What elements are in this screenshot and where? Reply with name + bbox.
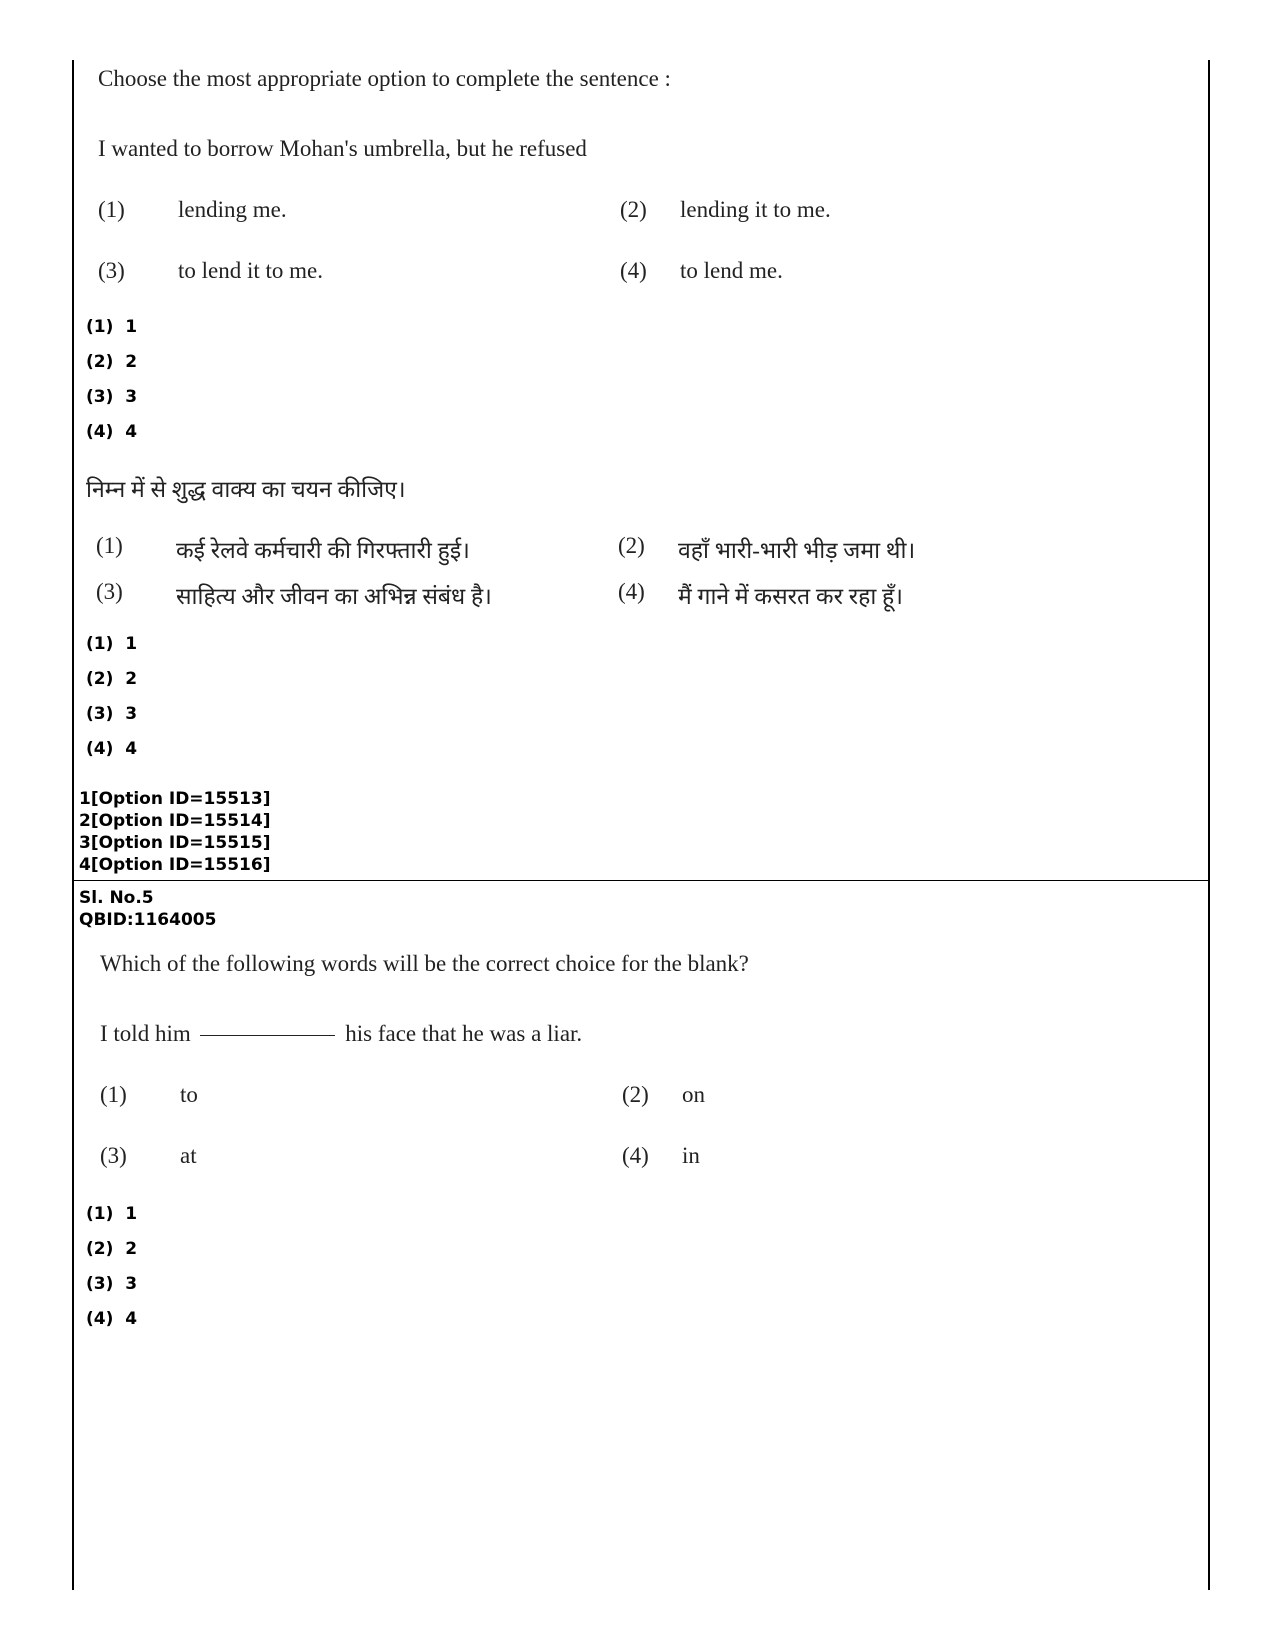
option-text: to lend me. [680, 258, 783, 283]
option-number: (2) [620, 197, 647, 222]
option-text: वहाँ भारी-भारी भीड़ जमा थी। [678, 538, 916, 563]
answer-choice[interactable]: (2) 2 [86, 669, 138, 689]
option-text: कई रेलवे कर्मचारी की गिरफ्तारी हुई। [176, 538, 470, 563]
answer-choice[interactable]: (2) 2 [86, 352, 138, 372]
option-id: 4[Option ID=15516] [79, 855, 271, 875]
answer-choice[interactable]: (4) 4 [86, 739, 138, 759]
option-number: (2) [622, 1082, 649, 1107]
option-text: in [682, 1143, 700, 1168]
right-border [1208, 60, 1210, 1590]
answer-choice[interactable]: (3) 3 [86, 387, 138, 407]
option-id: 2[Option ID=15514] [79, 811, 271, 831]
option-number: (1) [100, 1082, 127, 1107]
answer-choice[interactable]: (2) 2 [86, 1239, 138, 1259]
sentence-after-blank: his face that he was a liar. [345, 1021, 583, 1046]
option-text: to [180, 1082, 198, 1107]
answer-choice[interactable]: (1) 1 [86, 317, 138, 337]
question-divider [72, 880, 1210, 881]
option-text: on [682, 1082, 705, 1107]
answer-choice[interactable]: (3) 3 [86, 704, 138, 724]
option-number: (3) [98, 258, 125, 283]
option-text: at [180, 1143, 197, 1168]
option-number: (4) [622, 1143, 649, 1168]
answer-choice[interactable]: (1) 1 [86, 1204, 138, 1224]
option-text: मैं गाने में कसरत कर रहा हूँ। [678, 584, 903, 609]
option-number: (1) [98, 197, 125, 222]
option-text: lending it to me. [680, 197, 831, 222]
question-instruction: Which of the following words will be the correct choice for the blank? [100, 951, 749, 976]
option-id: 3[Option ID=15515] [79, 833, 271, 853]
left-border [72, 60, 74, 1590]
answer-choice[interactable]: (3) 3 [86, 1274, 138, 1294]
question-instruction: निम्न में से शुद्ध वाक्य का चयन कीजिए। [86, 477, 406, 502]
option-id: 1[Option ID=15513] [79, 789, 271, 809]
sentence-before-blank: I told him [100, 1021, 191, 1046]
qbid: QBID:1164005 [79, 910, 217, 930]
option-text: lending me. [178, 197, 287, 222]
question-instruction: Choose the most appropriate option to complete the sentence : [98, 66, 671, 91]
option-number: (2) [618, 533, 645, 558]
answer-choice[interactable]: (4) 4 [86, 422, 138, 442]
blank-line [200, 1035, 335, 1036]
option-text: to lend it to me. [178, 258, 324, 283]
option-number: (3) [96, 579, 123, 604]
option-number: (1) [96, 533, 123, 558]
option-text: साहित्य और जीवन का अभिन्न संबंध है। [176, 584, 492, 609]
answer-choice[interactable]: (4) 4 [86, 1309, 138, 1329]
option-number: (4) [620, 258, 647, 283]
question-sentence [100, 1021, 582, 1047]
option-number: (3) [100, 1143, 127, 1168]
question-sentence: I wanted to borrow Mohan's umbrella, but he refused [98, 136, 587, 161]
option-number: (4) [618, 579, 645, 604]
serial-number: Sl. No.5 [79, 888, 154, 908]
answer-choice[interactable]: (1) 1 [86, 634, 138, 654]
